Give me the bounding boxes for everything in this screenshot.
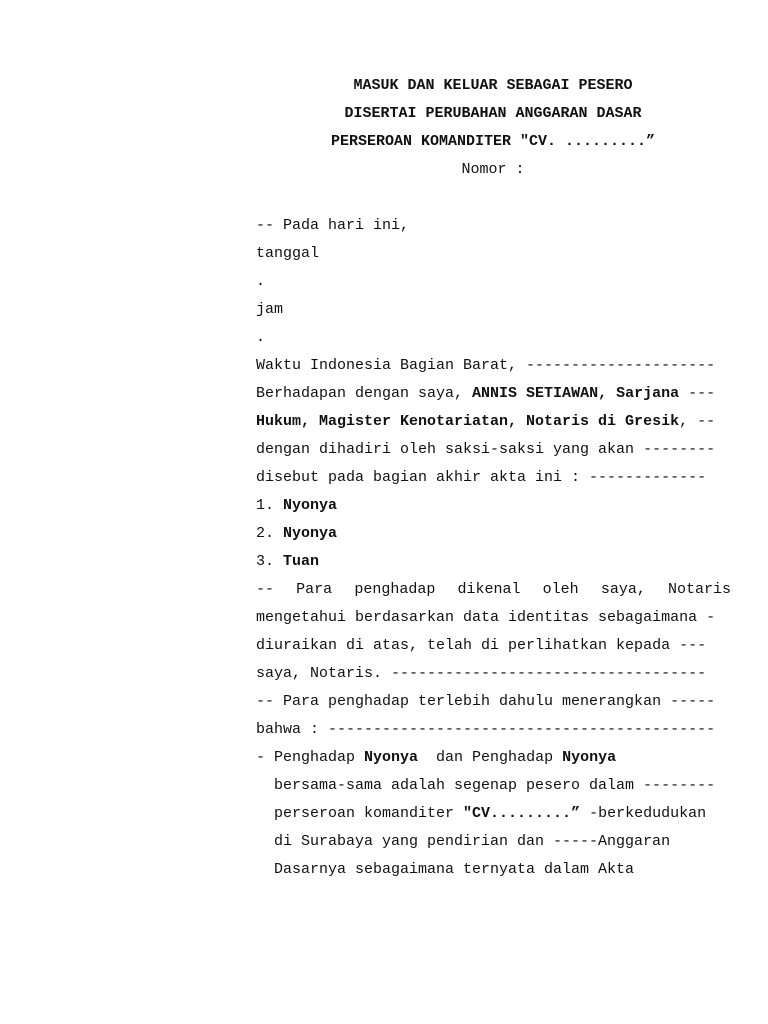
notary-name: ANNIS SETIAWAN, Sarjana — [472, 385, 680, 402]
body-line — [256, 380, 731, 408]
body-line: . — [256, 329, 266, 346]
body-line: tanggal — [256, 245, 320, 262]
party-item — [256, 520, 731, 548]
document-title — [256, 72, 730, 184]
body-line: di Surabaya yang pendirian dan -----Anggaran — [274, 833, 671, 850]
party-number: 2. — [256, 525, 284, 542]
body-line: saya, Notaris. ----------------------------------- — [256, 665, 707, 682]
title-line-3: PERSEROAN KOMANDITER "CV. .........” — [330, 133, 656, 150]
body-line: bahwa : ------------------------------------------- — [256, 721, 716, 738]
body-line: -- Para penghadap terlebih dahulu menerangkan ----- — [256, 693, 716, 710]
body-line: . — [256, 273, 266, 290]
body-text: -berkedudukan — [580, 805, 707, 822]
party-item — [256, 492, 731, 520]
notary-title: Hukum, Magister Kenotariatan, Notaris di Gresik — [256, 413, 680, 430]
document-body — [256, 212, 731, 884]
body-line: -- Para penghadap dikenal oleh saya, Notaris — [256, 581, 731, 598]
body-line: bersama-sama adalah segenap pesero dalam -------- — [274, 777, 716, 794]
body-line: -- Pada hari ini, — [256, 217, 410, 234]
body-line: Waktu Indonesia Bagian Barat, --------------------- — [256, 357, 716, 374]
body-line: dengan dihadiri oleh saksi-saksi yang akan -------- — [256, 441, 716, 458]
body-line: disebut pada bagian akhir akta ini : ------------- — [256, 469, 707, 486]
body-text: dan Penghadap — [418, 749, 563, 766]
body-text: - Penghadap — [256, 749, 365, 766]
body-text: , -- — [679, 413, 716, 430]
party-name: Nyonya — [283, 497, 338, 514]
party-number: 3. — [256, 553, 284, 570]
body-line: diuraikan di atas, telah di perlihatkan kepada --- — [256, 637, 707, 654]
body-text: Berhadapan dengan saya, — [256, 385, 473, 402]
body-line: jam — [256, 301, 284, 318]
deed-number-label: Nomor : — [461, 161, 525, 178]
body-text: perseroan komanditer — [274, 805, 464, 822]
body-line — [256, 408, 731, 436]
body-text: --- — [679, 385, 716, 402]
title-line-1: MASUK DAN KELUAR SEBAGAI PESERO — [353, 77, 633, 94]
body-line: mengetahui berdasarkan data identitas sebagaimana - — [256, 609, 716, 626]
title-line-2: DISERTAI PERUBAHAN ANGGARAN DASAR — [344, 105, 642, 122]
party-name: Nyonya — [364, 749, 419, 766]
body-line — [256, 744, 731, 772]
party-name: Nyonya — [562, 749, 617, 766]
company-name: "CV.........” — [463, 805, 581, 822]
party-name: Tuan — [283, 553, 320, 570]
party-item — [256, 548, 731, 576]
party-number: 1. — [256, 497, 284, 514]
body-line: Dasarnya sebagaimana ternyata dalam Akta — [274, 861, 635, 878]
body-line — [256, 800, 731, 828]
party-name: Nyonya — [283, 525, 338, 542]
